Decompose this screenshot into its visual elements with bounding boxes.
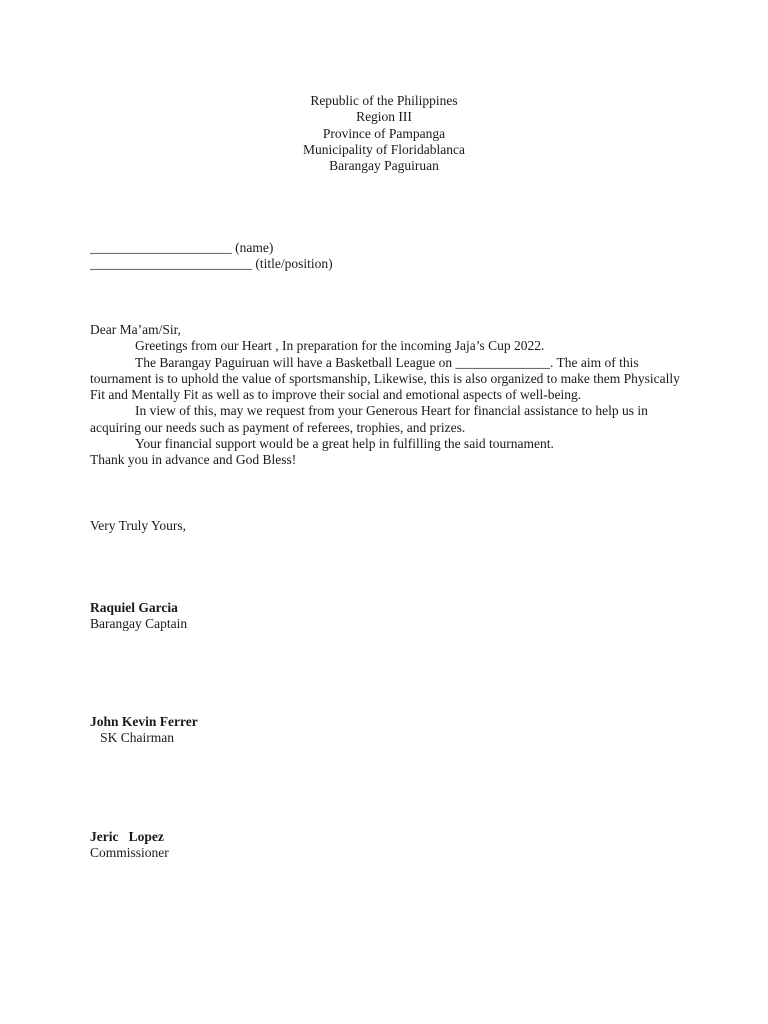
letterhead-region: Region III bbox=[356, 109, 412, 125]
signatory-title: SK Chairman bbox=[90, 730, 174, 746]
body-paragraph-greeting: Greetings from our Heart , In preparation for the incoming Jaja’s Cup 2022. bbox=[135, 338, 545, 354]
signatory-title: Barangay Captain bbox=[90, 616, 188, 632]
recipient-name-line: _____________________ (name) bbox=[90, 240, 274, 255]
body-paragraph-request: In view of this, may we request from your Generous Heart for financial assistance to help us in acquiring our needs such as payment of referees, trophies, and prizes. bbox=[90, 403, 648, 435]
letterhead-country: Republic of the Philippines bbox=[310, 93, 458, 108]
body-paragraph-support: Your financial support would be a great help in fulfilling the said tournament. bbox=[135, 436, 554, 452]
letterhead-province: Province of Pampanga bbox=[322, 125, 446, 141]
signatory-captain bbox=[90, 600, 187, 633]
letterhead bbox=[0, 93, 768, 174]
body-paragraph-league: The Barangay Paguiruan will have a Basketball League on ______________. The aim of this tournament is to uphold the value of sportsmanship, Likewise, this is also organized to make them Physically Fit and Mentally Fit as well as to improve their social and emotional aspects of well-being. bbox=[90, 354, 680, 403]
thanks-line: Thank you in advance and God Bless! bbox=[90, 452, 297, 468]
recipient-title-line: ________________________ (title/position) bbox=[90, 256, 333, 272]
letterhead-barangay: Barangay Paguiruan bbox=[329, 158, 439, 174]
letter-body bbox=[90, 322, 680, 469]
salutation: Dear Ma’am/Sir, bbox=[90, 322, 181, 337]
complimentary-close: Very Truly Yours, bbox=[90, 518, 187, 533]
signatory-name: John Kevin Ferrer bbox=[90, 714, 198, 729]
signatory-commissioner bbox=[90, 829, 169, 862]
signatory-title: Commissioner bbox=[90, 845, 169, 861]
signatory-name: Jeric Lopez bbox=[90, 829, 164, 844]
recipient-block bbox=[90, 240, 333, 273]
signatory-name: Raquiel Garcia bbox=[90, 600, 178, 615]
letterhead-municipality: Municipality of Floridablanca bbox=[303, 141, 465, 157]
signatory-sk-chairman bbox=[90, 714, 198, 747]
